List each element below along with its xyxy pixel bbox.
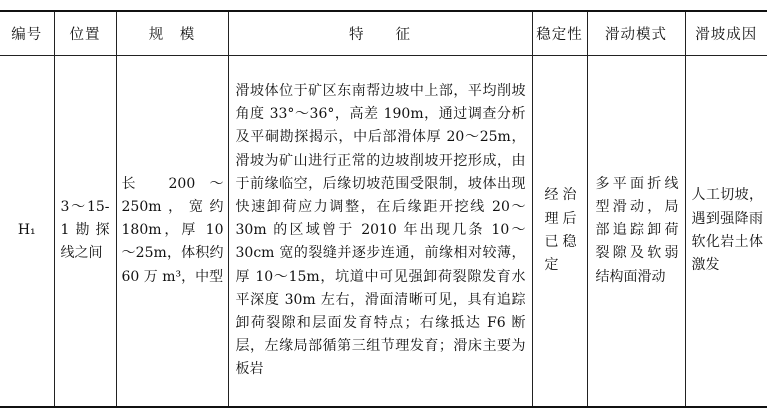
header-stability: 稳定性 [532, 11, 587, 55]
header-cause: 滑坡成因 [685, 11, 767, 55]
header-features: 特 征 [228, 11, 532, 55]
cell-location: 3～15-1勘探线之间 [54, 55, 116, 407]
table-body [0, 55, 767, 407]
header-id: 编号 [0, 11, 54, 55]
landslide-info-table [0, 10, 767, 408]
table-header [0, 11, 767, 55]
header-location: 位置 [54, 11, 116, 55]
header-sliding-mode: 滑动模式 [587, 11, 685, 55]
cell-cause: 人工切坡，遇到强降雨软化岩土体激发 [685, 55, 767, 407]
header-scale: 规 模 [116, 11, 228, 55]
cell-stability: 经治理后已稳定 [532, 55, 587, 407]
cell-features: 滑坡体位于矿区东南帮边坡中上部，平均削坡角度 33°～36°，高差 190m，通过调查分析及平硐勘探揭示，中后部滑体厚 20～25m，滑坡为矿山进行正常的边坡削坡开挖形成，由于前缘临空，后缘切坡范围受限制，坡体出现快速卸荷应力调整，在后缘距开挖线 20～30m 的区域曾于 2010 年出现几条 10～30cm 宽的裂缝并逐步连通，前缘相对较薄，厚 10～15m，坑道中可见强卸荷裂隙发育水平深度 30m 左右，滑面清晰可见，具有追踪卸荷裂隙和层面发育特点；右缘抵达 F6 断层，左缘局部循第三组节理发育；滑床主要为板岩 [228, 55, 532, 407]
cell-sliding-mode: 多平面折线型滑动，局部追踪卸荷裂隙及软弱结构面滑动 [587, 55, 685, 407]
cell-scale: 长 200～250m，宽约 180m，厚 10～25m，体积约 60 万 m³，中型 [116, 55, 228, 407]
cell-id: H₁ [0, 55, 54, 407]
header-row [0, 11, 767, 55]
table-row [0, 55, 767, 407]
